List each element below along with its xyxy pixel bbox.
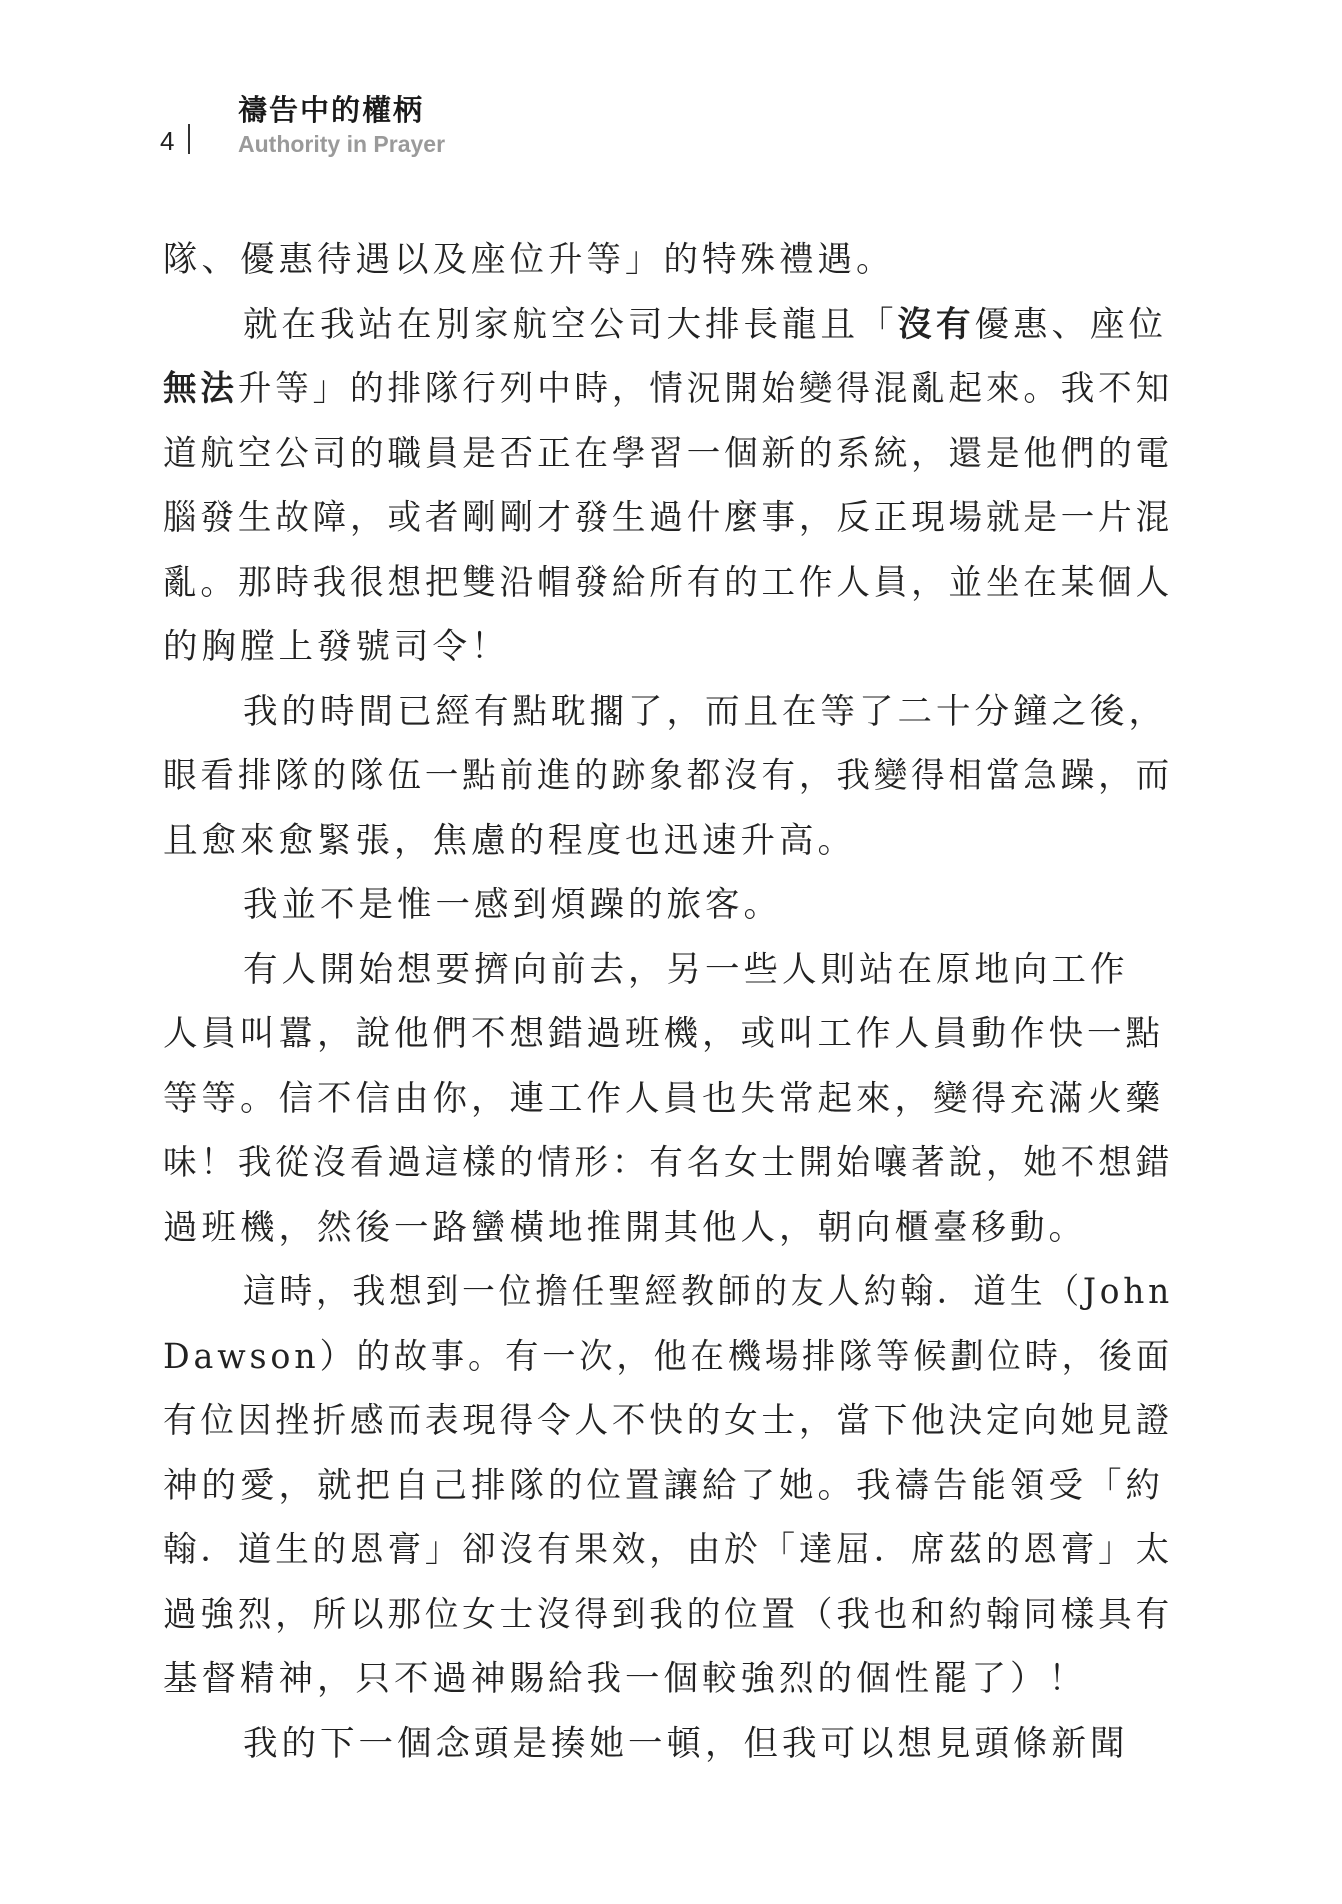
text-line: Dawson）的故事。有一次，他在機場排隊等候劃位時，後面 [163,1336,1173,1377]
emphasized-text: 無法 [163,369,238,409]
text-line: 這時，我想到一位擔任聖經教師的友人約翰．道生（John [243,1272,1173,1312]
text-line: 神的愛，就把自己排隊的位置讓給了她。我禱告能領受「約 [163,1465,1164,1506]
text-segment: 升等」的排隊行列中時，情況開始變得混亂起來。我不知 [237,369,1173,409]
text-line: 過強烈，所以那位女士沒得到我的位置（我也和約翰同樣具有 [163,1594,1173,1635]
text-segment: 優惠、座位 [974,304,1167,345]
running-header [160,92,760,162]
text-line: 味！我從沒看過這樣的情形：有名女士開始嚷著說，她不想錯 [163,1143,1173,1183]
text-line: 道航空公司的職員是否正在學習一個新的系統，還是他們的電 [163,433,1173,474]
text-line [163,357,1173,422]
header-divider [188,124,190,154]
text-line: 腦發生故障，或者剛剛才發生過什麼事，反正現場就是一片混 [163,498,1173,538]
text-line: 有人開始想要擠向前去，另一些人則站在原地向工作 [243,949,1129,990]
text-line: 過班機，然後一路蠻橫地推開其他人，朝向櫃臺移動。 [163,1207,1087,1248]
book-subtitle: Authority in Prayer [238,131,446,157]
text-line: 人員叫囂，說他們不想錯過班機，或叫工作人員動作快一點 [163,1014,1164,1054]
emphasized-text: 沒有 [897,304,975,345]
book-title: 禱告中的權柄 [238,93,425,127]
page-number: 4 [160,126,175,156]
text-line: 翰．道生的恩膏」卻沒有果效，由於「達屈．席茲的恩膏」太 [163,1530,1173,1570]
text-segment: 就在我站在別家航空公司大排長龍且「 [243,304,898,345]
text-line: 且愈來愈緊張，焦慮的程度也迅速升高。 [163,820,856,861]
text-line: 我的下一個念頭是揍她一頓，但我可以想見頭條新聞 [243,1723,1129,1764]
text-line: 眼看排隊的隊伍一點前進的跡象都沒有，我變得相當急躁，而 [163,756,1173,796]
body-text [163,228,1173,1776]
text-line: 隊、優惠待遇以及座位升等」的特殊禮遇。 [163,240,895,280]
text-line: 的胸膛上發號司令！ [163,627,510,667]
text-line: 我並不是惟一感到煩躁的旅客。 [243,885,782,925]
text-line: 有位因挫折感而表現得令人不快的女士，當下他決定向她見證 [163,1401,1173,1441]
text-line: 我的時間已經有點耽擱了，而且在等了二十分鐘之後， [243,691,1167,732]
text-line: 亂。那時我很想把雙沿帽發給所有的工作人員，並坐在某個人 [163,562,1173,603]
text-line: 基督精神，只不過神賜給我一個較強烈的個性罷了）！ [163,1659,1087,1699]
text-line: 等等。信不信由你，連工作人員也失常起來，變得充滿火藥 [163,1078,1164,1119]
text-line [163,293,1173,358]
